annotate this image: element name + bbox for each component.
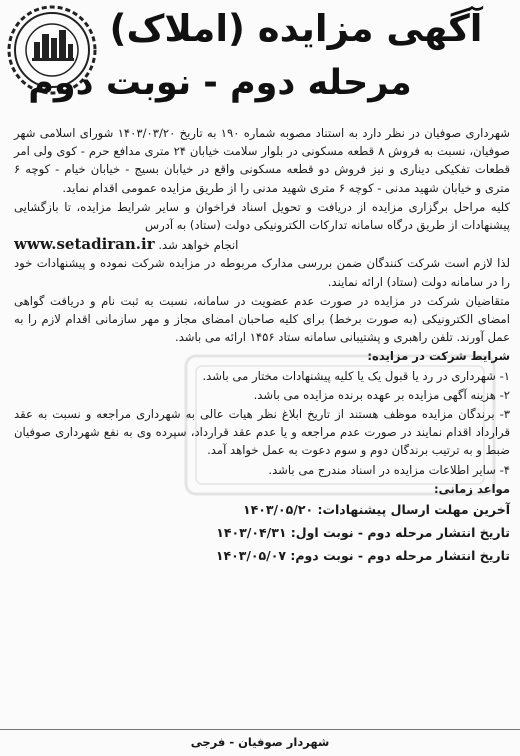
setad-url-line [14,235,510,254]
setad-url-suffix: انجام خواهد شد. [158,238,239,253]
mayor-signature: شهردار صوفیان - فرجی [190,735,330,749]
condition-item: ۱- شهرداری در رد یا قبول یک یا کلیه پیشنهادات مختار می باشد. [202,368,510,383]
procedure-paragraph: کلیه مراحل برگزاری مزایده از دریافت و تحویل اسناد فراخوان و سایر شرایط مزایده، تا بازگشایی پیشنهادات از طریق درگاه سامانه تدارکات الکترونیکی دولت (ستاد) به آدرس [14,199,510,233]
condition-item: ۲- هزینه آگهی مزایده بر عهده برنده مزایده می باشد. [253,387,510,402]
notice-header [0,0,520,122]
condition-item: ۳- برندگان مزایده موظف هستند از تاریخ ابلاغ نظر هیات عالی به شهرداری مراجعه و نسبت به عقد قرارداد اقدام نمایند در صورت عدم مراجعه و یا عدم عقد قرارداد، سپرده وی به نفع شهرداری صوفیان ضبط و به ترتیب برندگان دوم و سوم دعوت به عمل خواهد آمد. [14,407,510,458]
notice-body [14,124,510,568]
notice-footer [0,729,520,756]
deadline-date: آخرین مهلت ارسال پیشنهادات: ۱۴۰۳/۰۵/۲۰ [242,502,510,518]
condition-item: ۴- سایر اطلاعات مزایده در اسناد مندرج می باشد. [268,462,510,477]
intro-paragraph: شهرداری صوفیان در نظر دارد به استناد مصوبه شماره ۱۹۰ به تاریخ ۱۴۰۳/۰۳/۲۰ شورای اسلامی شهر صوفیان، نسبت به فروش ۸ قطعه مسکونی در بلوار سلامت خیابان ۲۴ متری مدافع حرم - کوی ولی امر قطعات تفکیکی دیناری و نیز فروش دو قطعه مسکونی واقع در خیابان بسیج - خیابان خیام - کوچه ۶ متری و خیابان شهید مدنی - کوچه ۶ متری شهید مدنی را از طریق مزایده عمومی اقدام نماید. [14,126,510,195]
review-paragraph: لذا لازم است شرکت کنندگان ضمن بررسی مدارک مربوطه در مزایده شرکت نموده و پیشنهادات خود را در سامانه دولت (ستاد) ارائه نمایند. [14,256,510,289]
conditions-heading: شرایط شرکت در مزایده: [367,349,510,364]
notice-title: آگهی مزایده (املاک) [109,7,483,50]
registration-paragraph: متقاضیان شرکت در مزایده در صورت عدم عضویت در سامانه، نسبت به ثبت نام و دریافت گواهی امضای الکترونیکی (به صورت برخط) برای کلیه صاحبان امضای مجاز و مهر سازمانی اقدام لازم را به عمل آورند. تلفن راهبری و پشتیبانی سامانه ستاد ۱۴۵۶ ارائه می باشد. [14,293,510,345]
dates-heading: مواعد زمانی: [434,481,510,496]
first-publication-date: تاریخ انتشار مرحله دوم - نوبت اول: ۱۴۰۳/۰۴/۳۱ [216,525,510,541]
second-publication-date: تاریخ انتشار مرحله دوم - نوبت دوم: ۱۴۰۳/۰۵/۰۷ [215,548,510,564]
setad-url-link[interactable]: www.setadiran.ir [14,235,155,254]
notice-subtitle: مرحله دوم - نوبت دوم [28,63,412,103]
